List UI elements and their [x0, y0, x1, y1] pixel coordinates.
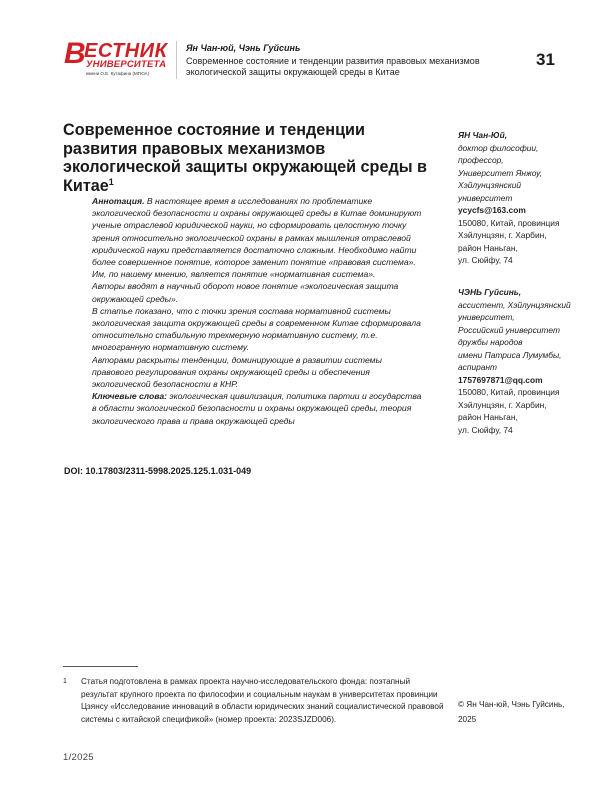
logo-subtitle: имени О.Е. Кутафина (МГЮА) — [86, 71, 150, 76]
abstract-paragraph-3: В статье показано, что с точки зрения состава нормативной системы экологическая защита окружающей среды в современном Китае сформировала относительно стабильную трехмерную нормативную систему, т.е. многогранную нормативную систему. — [92, 305, 421, 353]
author-address: Хэйлунцзян, г. Харбин, — [458, 230, 547, 240]
running-head-title: Современное состояние и тенденции развития правовых механизмов экологической защиты окружающей среды в Китае — [186, 56, 480, 77]
author-affiliation: Университет Янжоу, — [458, 167, 543, 178]
doi[interactable]: DOI: 10.17803/2311-5998.2025.125.1.031-049 — [64, 466, 252, 476]
logo-word-top: ЕСТНИК — [84, 40, 168, 62]
author-address: район Наньган, — [458, 242, 518, 253]
keywords-label: Ключевые слова: — [92, 391, 167, 402]
issue-number: 1/2025 — [63, 752, 94, 763]
copyright-year: 2025 — [458, 715, 477, 724]
abstract-paragraph-4: Авторами раскрыты тенденции, доминирующие в развитии системы правового регулирования охраны окружающей среды и обеспечения экологической безопасности в КНР. — [92, 354, 382, 390]
author-affiliation: дружбы народов — [458, 337, 523, 347]
copyright-line: © Ян Чан-юй, Чэнь Гуйсинь, — [458, 700, 565, 709]
abstract-label: Аннотация. — [92, 196, 145, 206]
abstract-text-1: В настоящее время в исследованиях по проблематике экологической безопасности и охраны окружающей среды в Китае доминируют ученые отраслевой юридической науки, но сформировать целостную точку зрения относительно экологической охраны в рамках мышления отраслевой юридической науки представляется достаточно сложным. Необходимо найти более совершенное понятие, которое заменит понятие «правовая система». Им, по нашему мнению, является понятие «нормативная система». — [92, 196, 422, 280]
copyright — [458, 697, 593, 727]
footnote-text: Статья подготовлена в рамках проекта научно-исследовательского фонда: поэтапный результат крупного проекта по философии и социальным наукам в университетах провинции Цзянсу «Исследование инноваций в области юридических знаний социалистической правовой системы с китайской спецификой» (номер проекта: 2023SJZD006). — [81, 677, 444, 724]
author-address: 150080, Китай, провинция — [458, 387, 560, 397]
author-address: Хэйлунцзян, г. Харбин, — [458, 399, 547, 410]
author-info-1 — [458, 129, 593, 267]
author-info-2 — [458, 286, 593, 436]
footnote-divider — [63, 666, 138, 667]
footnote-mark: 1 — [63, 678, 67, 685]
keywords-text: экологическая цивилизация, политика партии и государства в области экологической безопасности и охраны окружающей среды, теория экологического права и права окружающей среды — [92, 391, 422, 426]
author-email[interactable]: ycycfs@163.com — [458, 205, 526, 215]
author-affiliation: имени Патриса Лумумбы, — [458, 349, 562, 360]
footnote — [63, 676, 448, 726]
abstract — [92, 195, 425, 427]
author-position: доктор философии, — [458, 142, 539, 153]
author-position: профессор, — [458, 155, 504, 165]
article-title — [63, 121, 433, 195]
author-position: ассистент, Хэйлунцзянский — [458, 299, 571, 310]
abstract-paragraph-1 — [92, 195, 425, 280]
author-position: аспирант — [458, 362, 498, 372]
author-affiliation: Хэйлунцзянский — [458, 180, 522, 190]
running-head-authors: Ян Чан-юй, Чэнь Гуйсинь — [186, 43, 301, 53]
author-email[interactable]: 1757697871@qq.com — [458, 374, 543, 385]
author-name: ЧЭНЬ Гуйсинь, — [458, 287, 522, 297]
header-divider — [176, 41, 177, 79]
author-address: район Наньган, — [458, 412, 518, 422]
page-number: 31 — [536, 50, 555, 69]
article-title-text: Современное состояние и тенденции развития правовых механизмов экологической защиты окружающей среды в Китае — [63, 121, 427, 195]
logo-letter: В — [64, 37, 86, 70]
author-affiliation: Российский университет — [458, 324, 560, 335]
author-affiliation: университет, — [458, 312, 515, 322]
logo-word-mid: УНИВЕРСИТЕТА — [86, 59, 167, 70]
author-address: ул. Сюйфу, 74 — [458, 424, 513, 435]
title-footnote-mark: 1 — [108, 176, 114, 187]
abstract-paragraph-2: Авторы вводят в научный оборот новое понятие «экологическая защита окружающей среды». — [92, 281, 399, 304]
author-affiliation: университет — [458, 192, 513, 203]
keywords — [92, 390, 425, 427]
journal-logo — [64, 37, 172, 79]
author-address: 150080, Китай, провинция — [458, 217, 560, 228]
author-name: ЯН Чан-Юй, — [458, 130, 508, 140]
author-address: ул. Сюйфу, 74 — [458, 255, 513, 265]
